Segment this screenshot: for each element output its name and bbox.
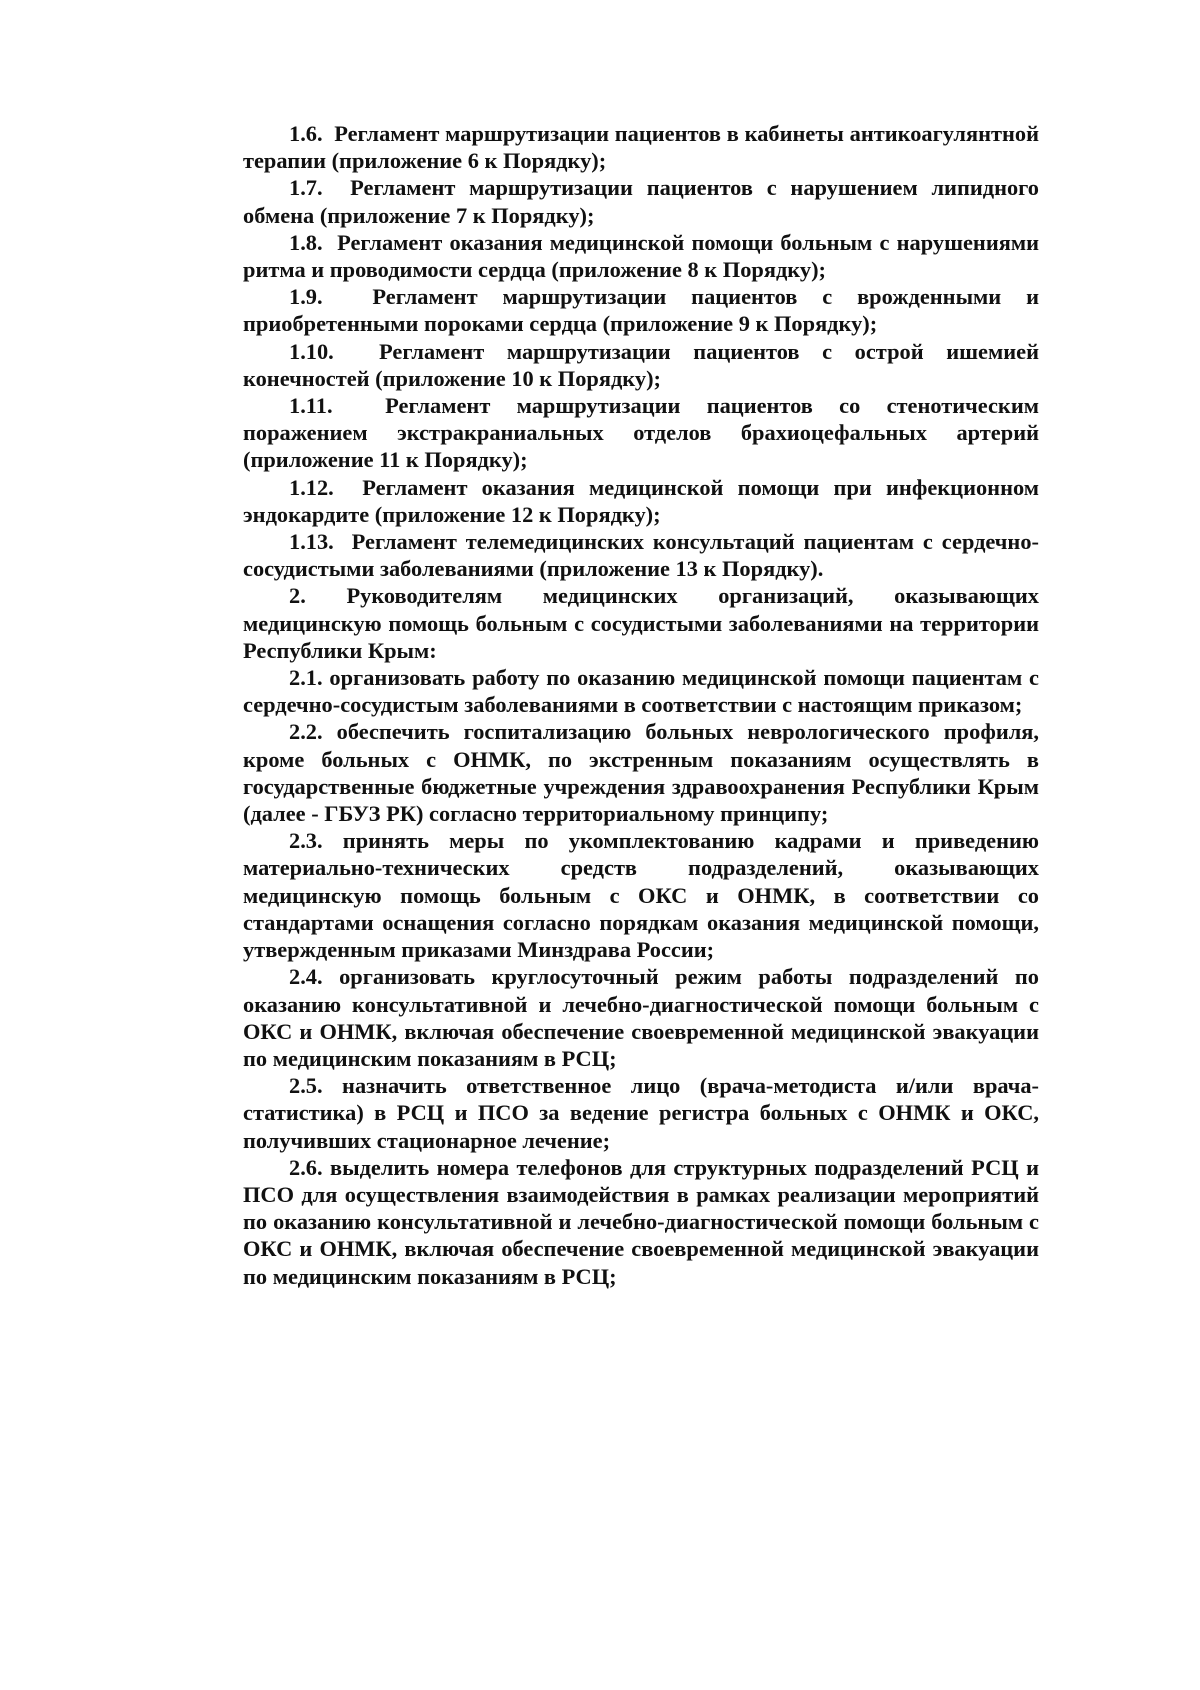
paragraph-1-11: 1.11. Регламент маршрутизации пациентов со стенотическим поражением экстракраниальных отделов брахиоцефальных артерий (приложение 11 к Порядку); [243,393,1039,473]
paragraph-1-7: 1.7. Регламент маршрутизации пациентов с нарушением липидного обмена (приложение 7 к Порядку); [243,175,1039,228]
paragraph-2-2: 2.2. обеспечить госпитализацию больных неврологического профиля, кроме больных с ОНМК, по экстренным показаниям осуществлять в государственные бюджетные учреждения здравоохранения Республики Крым (далее - ГБУЗ РК) согласно территориальному принципу; [243,719,1039,827]
paragraph-1-13: 1.13. Регламент телемедицинских консультаций пациентам с сердечно-сосудистыми заболеваниями (приложение 13 к Порядку). [243,529,1039,582]
paragraph-2-3: 2.3. принять меры по укомплектованию кадрами и приведению материально-технических средств подразделений, оказывающих медицинскую помощь больным с ОКС и ОНМК, в соответствии со стандартами оснащения согласно порядкам оказания медицинской помощи, утвержденным приказами Минздрава России; [243,828,1039,963]
paragraph-1-8: 1.8. Регламент оказания медицинской помощи больным с нарушениями ритма и проводимости сердца (приложение 8 к Порядку); [243,229,1039,283]
paragraph-1-9: 1.9. Регламент маршрутизации пациентов с врожденными и приобретенными пороками сердца (приложение 9 к Порядку); [243,284,1039,337]
paragraph-1-10: 1.10. Регламент маршрутизации пациентов с острой ишемией конечностей (приложение 10 к Порядку); [243,338,1039,391]
paragraph-2: 2. Руководителям медицинских организаций, оказывающих медицинскую помощь больным с сосудистыми заболеваниями на территории Республики Крым: [243,583,1039,663]
paragraph-1-12: 1.12. Регламент оказания медицинской помощи при инфекционном эндокардите (приложение 12 к Порядку); [243,474,1039,527]
paragraph-2-1: 2.1. организовать работу по оказанию медицинской помощи пациентам с сердечно-сосудистым заболеваниями в соответствии с настоящим приказом; [243,665,1039,718]
paragraph-2-6: 2.6. выделить номера телефонов для структурных подразделений РСЦ и ПСО для осуществления взаимодействия в рамках реализации мероприятий по оказанию консультативной и лечебно-диагностической помощи больным с ОКС и ОНМК, включая обеспечение своевременной медицинской эвакуации по медицинским показаниям в РСЦ; [243,1154,1039,1289]
document-body [243,120,1039,1290]
paragraph-2-4: 2.4. организовать круглосуточный режим работы подразделений по оказанию консультативной и лечебно-диагностической помощи больным с ОКС и ОНМК, включая обеспечение своевременной медицинской эвакуации по медицинским показаниям в РСЦ; [243,964,1039,1071]
paragraph-1-6: 1.6. Регламент маршрутизации пациентов в кабинеты антикоагулянтной терапии (приложение 6 к Порядку); [243,121,1039,174]
paragraph-2-5: 2.5. назначить ответственное лицо (врача-методиста и/или врача-статистика) в РСЦ и ПСО за ведение регистра больных с ОНМК и ОКС, получивших стационарное лечение; [243,1073,1039,1153]
